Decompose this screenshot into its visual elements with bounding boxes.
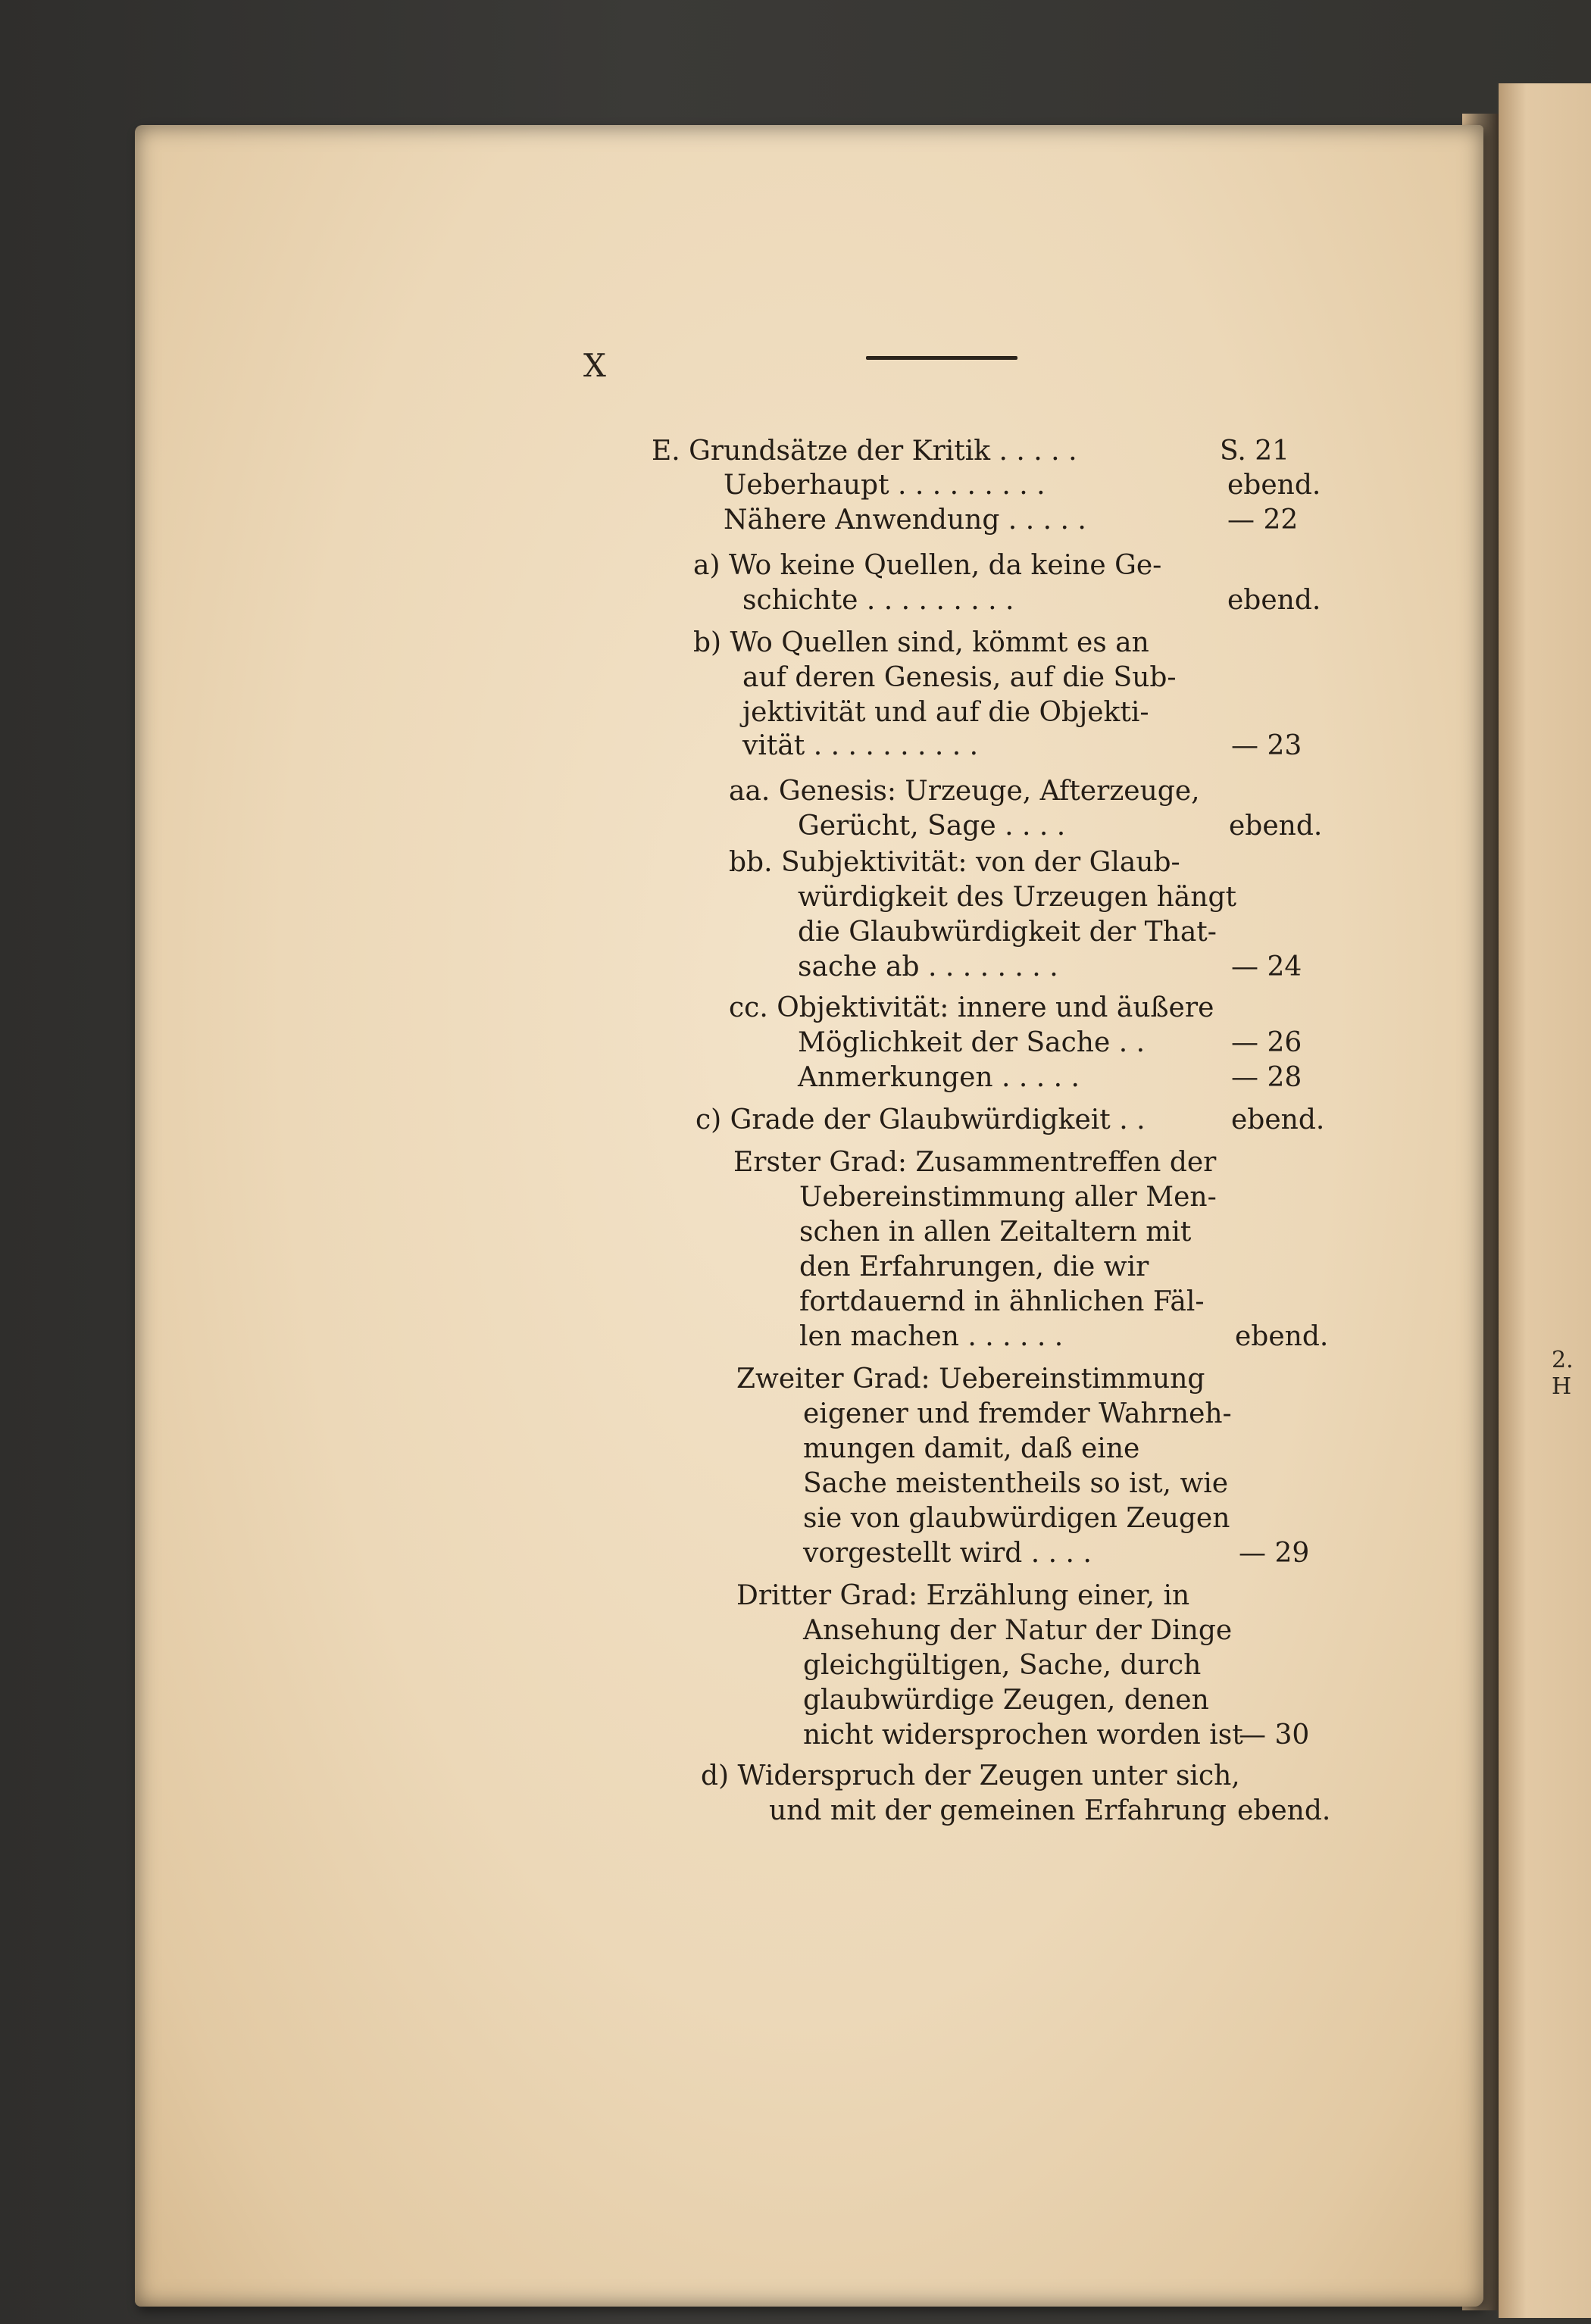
page-number: X xyxy=(583,347,606,384)
toc-line: mungen damit, daß eine xyxy=(803,1433,1140,1464)
toc-page-ref: ebend. xyxy=(1235,1321,1329,1352)
toc-page-ref: — 30 xyxy=(1239,1720,1310,1751)
toc-page-ref: ebend. xyxy=(1231,1104,1325,1135)
toc-line: nicht widersprochen worden ist xyxy=(803,1720,1243,1751)
toc-line: schichte . . . . . . . . . xyxy=(742,585,1014,616)
toc-line: vorgestellt wird . . . . xyxy=(803,1538,1092,1569)
toc-line: aa. Genesis: Urzeuge, Afterzeuge, xyxy=(729,776,1200,807)
toc-line: Dritter Grad: Erzählung einer, in xyxy=(736,1580,1190,1611)
toc-line: Gerücht, Sage . . . . xyxy=(798,811,1066,842)
adjacent-page-edge xyxy=(1499,83,1591,2318)
toc-line: vität . . . . . . . . . . xyxy=(742,730,979,761)
toc-line: gleichgültigen, Sache, durch xyxy=(803,1650,1202,1681)
toc-line: schen in allen Zeitaltern mit xyxy=(799,1217,1192,1248)
toc-line: auf deren Genesis, auf die Sub- xyxy=(742,662,1177,693)
toc-page-ref: — 26 xyxy=(1231,1027,1302,1058)
toc-line: E. Grundsätze der Kritik . . . . . xyxy=(652,436,1077,467)
toc-line: b) Wo Quellen sind, kömmt es an xyxy=(693,627,1149,658)
header-rule xyxy=(866,356,1017,360)
toc-line: Anmerkungen . . . . . xyxy=(798,1062,1080,1093)
toc-line: Sache meistentheils so ist, wie xyxy=(803,1468,1229,1499)
toc-line: sache ab . . . . . . . . xyxy=(798,951,1058,982)
toc-line: Nähere Anwendung . . . . . xyxy=(724,504,1086,536)
toc-line: jektivität und auf die Objekti- xyxy=(742,697,1149,728)
toc-page-ref: — 24 xyxy=(1231,951,1302,982)
adjacent-page-text: 2. H xyxy=(1552,1347,1574,1400)
toc-page-ref: ebend. xyxy=(1229,811,1323,842)
toc-page-ref: S. 21 xyxy=(1220,436,1290,467)
toc-page-ref: — 22 xyxy=(1227,504,1299,536)
toc-line: glaubwürdige Zeugen, denen xyxy=(803,1685,1209,1716)
toc-line: Zweiter Grad: Uebereinstimmung xyxy=(736,1363,1205,1395)
toc-line: bb. Subjektivität: von der Glaub- xyxy=(729,847,1180,878)
toc-line: len machen . . . . . . xyxy=(799,1321,1064,1352)
toc-line: eigener und fremder Wahrneh- xyxy=(803,1398,1232,1429)
toc-line: Ueberhaupt . . . . . . . . . xyxy=(724,470,1046,501)
toc-line: c) Grade der Glaubwürdigkeit . . xyxy=(695,1104,1146,1135)
toc-line: cc. Objektivität: innere und äußere xyxy=(729,992,1214,1023)
toc-line: Erster Grad: Zusammentreffen der xyxy=(733,1147,1217,1178)
toc-page-ref: ebend. xyxy=(1227,470,1321,501)
toc-line: die Glaubwürdigkeit der That- xyxy=(798,917,1217,948)
toc-line: Möglichkeit der Sache . . xyxy=(798,1027,1146,1058)
toc-line: fortdauernd in ähnlichen Fäl- xyxy=(799,1286,1205,1317)
toc-line: a) Wo keine Quellen, da keine Ge- xyxy=(693,550,1162,581)
toc-line: Ansehung der Natur der Dinge xyxy=(803,1615,1233,1646)
toc-page-ref: ebend. xyxy=(1227,585,1321,616)
toc-page-ref: — 29 xyxy=(1239,1538,1310,1569)
toc-line: sie von glaubwürdigen Zeugen xyxy=(803,1503,1230,1534)
toc-line: und mit der gemeinen Erfahrung xyxy=(769,1795,1227,1826)
toc-line: d) Widerspruch der Zeugen unter sich, xyxy=(701,1760,1240,1791)
toc-page-ref: — 23 xyxy=(1231,730,1302,761)
toc-page-ref: — 28 xyxy=(1231,1062,1302,1093)
toc-line: würdigkeit des Urzeugen hängt xyxy=(798,882,1236,913)
toc-line: den Erfahrungen, die wir xyxy=(799,1251,1149,1282)
toc-page-ref: ebend. xyxy=(1237,1795,1331,1826)
toc-line: Uebereinstimmung aller Men- xyxy=(799,1182,1217,1213)
